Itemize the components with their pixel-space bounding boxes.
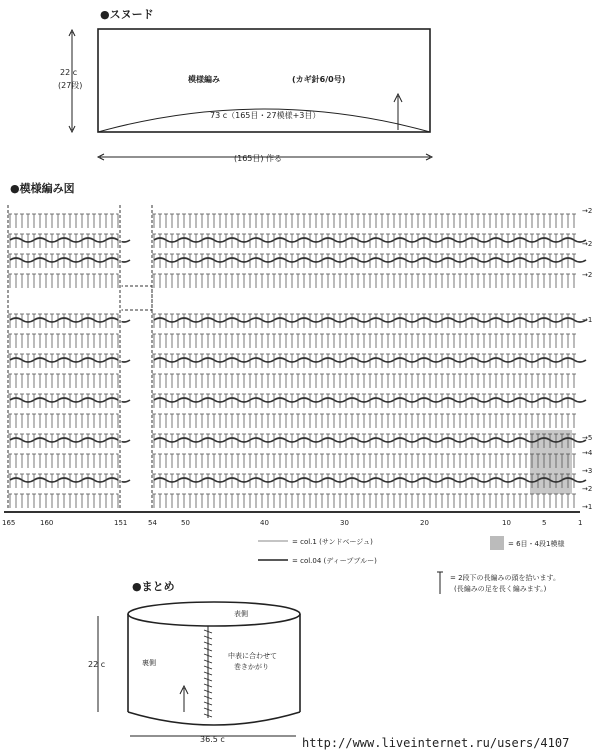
legend-note-line1: = 2段下の長編みの頭を拾います。: [450, 574, 560, 582]
section-title-chart: ●模様編み図: [10, 182, 75, 195]
chart-row-mark: →5: [582, 434, 593, 442]
chart-stitch-label: 54: [148, 519, 157, 527]
section-title-finish: ●まとめ: [132, 580, 175, 593]
chart-row-mark: →1: [582, 503, 593, 511]
stitch-chart: [4, 205, 586, 512]
snood-hook-label: (カギ針6/0号): [292, 75, 346, 84]
chart-stitch-label: 5: [542, 519, 547, 527]
chart-stitch-label: 10: [502, 519, 511, 527]
legend-note-line2: (長編みの足を長く編みます。): [454, 585, 547, 593]
snood-foundation-label: (165目) 作る: [230, 153, 286, 164]
legend-col1-label: = col.1 (サンドベージュ): [292, 538, 373, 546]
section-title-snood: ●スヌード: [100, 8, 154, 21]
chart-stitch-label: 20: [420, 519, 429, 527]
chart-row-mark: →2: [582, 485, 593, 493]
snood-height-rows: (27段): [58, 81, 83, 90]
finish-height-label: 22 c: [88, 660, 106, 669]
finish-top-ellipse: [128, 602, 300, 626]
chart-row-mark: →2: [582, 207, 593, 215]
legend-long-dc-symbol: [437, 572, 443, 594]
finish-diagram: [98, 602, 300, 736]
finish-back-label: 裏側: [142, 659, 156, 667]
chart-stitch-label: 40: [260, 519, 269, 527]
snood-outline: [98, 29, 430, 132]
finish-seam-line2: 巻きかがり: [234, 663, 269, 671]
chart-stitch-label: 151: [114, 519, 128, 527]
snood-height-label: 22 c: [60, 68, 78, 77]
chart-row-mark: →2: [582, 271, 593, 279]
legend-col04-label: = col.04 (ディープブルー): [292, 557, 377, 565]
chart-row-mark: →3: [582, 467, 593, 475]
chart-row-mark: →2: [582, 240, 593, 248]
chart-stitch-label: 160: [40, 519, 54, 527]
chart-gap-box: [120, 286, 152, 310]
chart-stitch-label: 1: [578, 519, 583, 527]
legend-repeat-label: = 6目・4段1模様: [508, 540, 565, 548]
snood-pattern-label: 模様編み: [188, 75, 220, 84]
footer-url: http://www.liveinternet.ru/users/4107: [302, 736, 570, 750]
finish-seam-line1: 中表に合わせて: [228, 652, 277, 660]
chart-stitch-label: 50: [181, 519, 190, 527]
snood-width-label: 73 c（165目・27模様+3目）: [210, 111, 321, 120]
finish-bottom-curve: [128, 712, 300, 725]
finish-front-label: 表側: [234, 610, 248, 618]
chart-stitch-label: 30: [340, 519, 349, 527]
snood-curve: [98, 109, 430, 132]
snood-diagram: [69, 29, 432, 160]
finish-width-label: 36.5 c: [200, 735, 225, 744]
chart-row-mark: →4: [582, 449, 593, 457]
chart-stitch-label: 165: [2, 519, 16, 527]
chart-row-mark: →1: [582, 316, 593, 324]
chart-repeat-highlight: [530, 430, 572, 494]
